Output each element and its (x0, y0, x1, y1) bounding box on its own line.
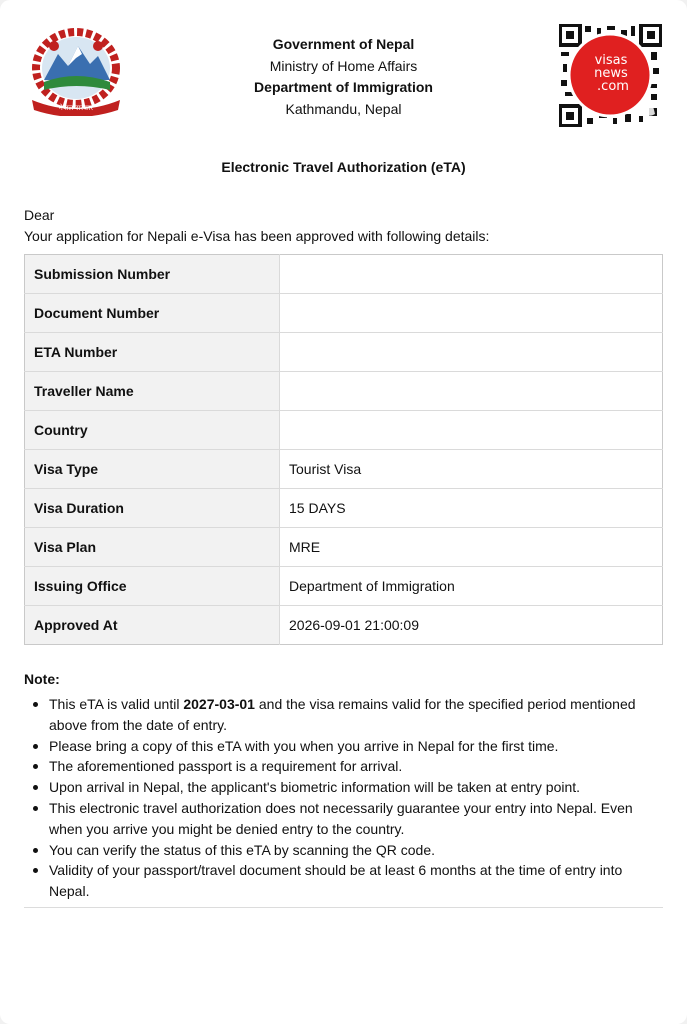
detail-value (280, 333, 663, 372)
detail-label: Approved At (25, 606, 280, 645)
header-government: Government of Nepal (272, 36, 415, 52)
issuer-header (140, 34, 547, 120)
list-item (24, 798, 664, 840)
table-row (25, 411, 663, 450)
nepal-emblem-icon (24, 24, 128, 116)
table-row (25, 294, 663, 333)
salutation: Dear (24, 207, 55, 223)
bullet-icon (33, 868, 38, 873)
greeting (24, 205, 664, 247)
detail-label: Traveller Name (25, 372, 280, 411)
detail-value: Tourist Visa (280, 450, 663, 489)
detail-value: MRE (280, 528, 663, 567)
detail-label: Country (25, 411, 280, 450)
table-row (25, 528, 663, 567)
detail-label: Document Number (25, 294, 280, 333)
note-text: Upon arrival in Nepal, the applicant's biometric information will be taken at entry point. (49, 779, 581, 796)
list-item (24, 756, 664, 777)
detail-value (280, 255, 663, 294)
bullet-icon (33, 744, 38, 749)
detail-label: ETA Number (25, 333, 280, 372)
list-item (24, 694, 664, 736)
note-text: The aforementioned passport is a requirement for arrival. (49, 758, 403, 775)
header-location: Kathmandu, Nepal (285, 100, 402, 117)
detail-value: 2026-09-01 21:00:09 (280, 606, 663, 645)
header-ministry: Ministry of Home Affairs (269, 57, 418, 74)
detail-value: Department of Immigration (280, 567, 663, 606)
detail-value: 15 DAYS (280, 489, 663, 528)
divider (24, 907, 663, 908)
table-row (25, 567, 663, 606)
qr-code-icon[interactable] (559, 24, 662, 127)
note-text: This eTA is valid until (49, 696, 184, 712)
list-item (24, 777, 664, 798)
bullet-icon (33, 848, 38, 853)
bullet-icon (33, 806, 38, 811)
svg-text:.com: .com (597, 79, 629, 94)
detail-label: Submission Number (25, 255, 280, 294)
note-text: and the visa remains valid for the specified period mentioned above from the date of entry. (49, 696, 636, 733)
detail-label: Visa Plan (25, 528, 280, 567)
approval-message: Your application for Nepali e-Visa has been approved with following details: (24, 228, 490, 244)
detail-value (280, 372, 663, 411)
header-department: Department of Immigration (254, 79, 433, 95)
detail-label: Visa Duration (25, 489, 280, 528)
notes-list (24, 694, 664, 902)
list-item (24, 840, 664, 861)
details-table (24, 254, 663, 645)
table-row (25, 489, 663, 528)
table-row (25, 450, 663, 489)
note-text: Please bring a copy of this eTA with you when you arrive in Nepal for the first time. (49, 737, 559, 754)
note-text: This electronic travel authorization does not necessarily guarantee your entry into Nepal. Even when you arrive you might be denied entry to the country. (49, 799, 633, 837)
note-text: You can verify the status of this eTA by scanning the QR code. (49, 841, 435, 858)
detail-label: Issuing Office (25, 567, 280, 606)
document-title: Electronic Travel Authorization (eTA) (221, 159, 466, 175)
detail-label: Visa Type (25, 450, 280, 489)
detail-value (280, 294, 663, 333)
notes-title: Note: (24, 671, 60, 687)
table-row (25, 255, 663, 294)
svg-text:visas: visas (594, 53, 628, 68)
svg-text:news: news (594, 66, 628, 81)
table-row (25, 372, 663, 411)
list-item (24, 860, 664, 902)
validity-date: 2027-03-01 (183, 696, 255, 712)
detail-value (280, 411, 663, 450)
bullet-icon (33, 785, 38, 790)
note-text: Validity of your passport/travel document should be at least 6 months at the time of entry into Nepal. (49, 862, 623, 900)
bullet-icon (33, 702, 38, 707)
list-item (24, 736, 664, 757)
bullet-icon (33, 764, 38, 769)
table-row (25, 333, 663, 372)
table-row (25, 606, 663, 645)
svg-text:नेपाल सरकार: नेपाल सरकार (58, 104, 94, 112)
